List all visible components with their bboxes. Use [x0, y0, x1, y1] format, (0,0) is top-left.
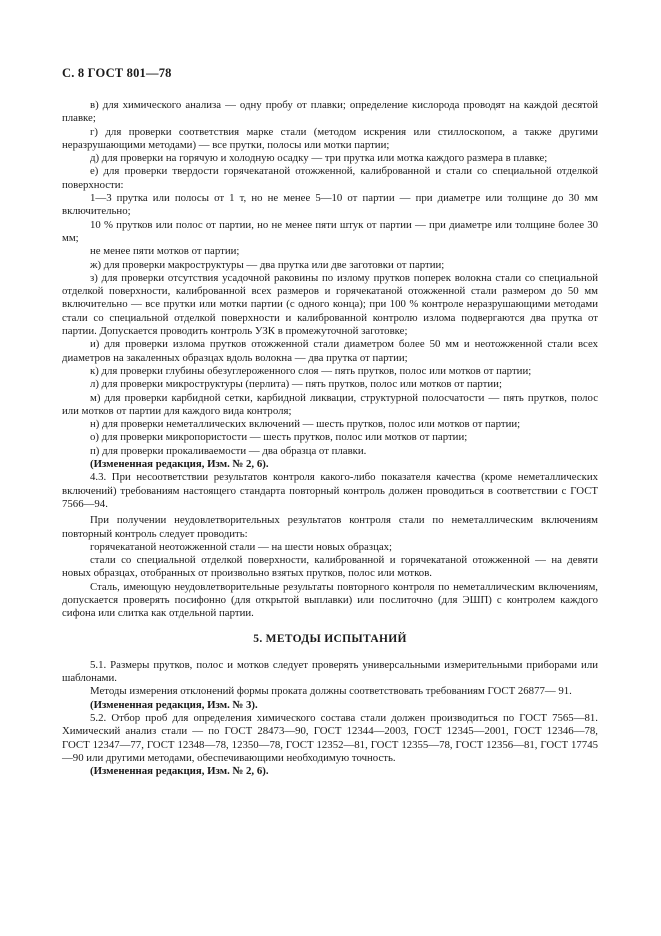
paragraph-l: л) для проверки микроструктуры (перлита) — пять прутков, полос или мотков от партии;	[90, 378, 502, 391]
amendment-note-1: (Измененная редакция, Изм. № 2, 6).	[90, 458, 269, 471]
paragraph-o: о) для проверки микропористости — шесть прутков, полос или мотков от партии;	[90, 431, 468, 444]
paragraph-e: е) для проверки твердости горячекатаной отожженной, калиброванной и стали со специальной отделкой поверхности:	[62, 165, 598, 191]
page-header: С. 8 ГОСТ 801—78	[62, 66, 172, 80]
paragraph-d: д) для проверки на горячую и холодную осадку — три прутка или мотка каждого размера в плавке;	[90, 152, 548, 165]
paragraph-5-2: 5.2. Отбор проб для определения химического состава стали должен производиться по ГОСТ 7565—81. Химический анализ стали — по ГОСТ 28473—90, ГОСТ 12344—2003, ГОСТ 12345—2001, ГОСТ 12346—78, ГОСТ 12347—77, ГОСТ 12348—78, 12350—78, ГОСТ 12352—81, ГОСТ 12355—78, ГОСТ 12356—81, ГОСТ 17745—90 или другими методами, обеспечивающими необходимую точность.	[62, 712, 598, 764]
paragraph-k: к) для проверки глубины обезуглероженного слоя — пять прутков, полос или мотков от партии;	[90, 364, 532, 377]
paragraph-nonmetallic-retest: При получении неудовлетворительных результатов контроля стали по неметаллическим включениям повторный контроль следует проводить:	[62, 514, 598, 540]
amendment-note-2: (Измененная редакция, Изм. № 3).	[90, 698, 258, 711]
paragraph-v: в) для химического анализа — одну пробу от плавки; определение кислорода проводят на каждой десятой плавке;	[62, 99, 598, 125]
paragraph-n: н) для проверки неметаллических включений — шесть прутков, полос или мотков от партии;	[90, 418, 521, 431]
paragraph-e-3: не менее пяти мотков от партии;	[90, 245, 240, 258]
paragraph-4-3: 4.3. При несоответствии результатов контроля какого-либо показателя качества (кроме неметаллических включений) требованиям настоящего стандарта повторный контроль должен проводиться в соответствии с ГОСТ 7566—94.	[62, 471, 598, 510]
paragraph-hot-rolled: горячекатаной неотожженной стали — на шести новых образцах;	[90, 540, 393, 553]
paragraph-e-2: 10 % прутков или полос от партии, но не менее пяти штук от партии — при диаметре или толщине более 30 мм;	[62, 218, 598, 244]
paragraph-m: м) для проверки карбидной сетки, карбидной ликвации, структурной полосчатости — пять прутков, полос или мотков от партии для каждого вида контроля;	[62, 391, 598, 417]
paragraph-e-1: 1—3 прутка или полосы от 1 т, но не менее 5—10 от партии — при диаметре или толщине до 30 мм включительно;	[62, 192, 598, 218]
document-body	[62, 99, 598, 779]
paragraph-g: г) для проверки соответствия марке стали (методом искрения или стиллоскопом, а также другими неразрушающими методами) — все прутки, полосы или мотки партии;	[62, 125, 598, 151]
paragraph-form-methods: Методы измерения отклонений формы проката должны соответствовать требованиям ГОСТ 26877— 91.	[90, 685, 572, 698]
paragraph-i: и) для проверки излома прутков отожженной стали диаметром более 50 мм и неотожженной стали всех диаметров на закаленных образцах вдоль волокна — два прутка от партии;	[62, 338, 598, 364]
amendment-note-3: (Измененная редакция, Изм. № 2, 6).	[90, 765, 269, 778]
paragraph-siphon: Сталь, имеющую неудовлетворительные результаты повторного контроля по неметаллическим включениям, допускается проверять посифонно (для открытой выплавки) или послиточно (для ЭШП) с контролем каждого сифона или слитка как отдельной партии.	[62, 580, 598, 620]
section-title: 5. МЕТОДЫ ИСПЫТАНИЙ	[253, 632, 407, 645]
paragraph-zh: ж) для проверки макроструктуры — два прутка или две заготовки от партии;	[90, 258, 445, 271]
paragraph-special-finish: стали со специальной отделкой поверхности, калиброванной и горячекатаной отожженной — на девяти новых образцах, отобранных от произвольно взятых прутков, полос или мотков.	[62, 554, 598, 580]
paragraph-p: п) для проверки прокаливаемости — два образца от плавки.	[90, 444, 367, 457]
paragraph-5-1: 5.1. Размеры прутков, полос и мотков следует проверять универсальными измерительными приборами или шаблонами.	[62, 658, 598, 685]
paragraph-z: з) для проверки отсутствия усадочной раковины по излому прутков поперек волокна стали со специальной отделкой поверхности, калиброванной всех размеров и горячекатаной отожженной стали размером до 50 мм включительно — все прутки или мотки партии (с одного конца); при 100 % контроле неразрушающими методами стали со специальной отделкой поверхности и калиброванной контролю излома подвергаются два прутка от партии. Допускается проводить контроль УЗК в промежуточной заготовке;	[62, 271, 598, 338]
